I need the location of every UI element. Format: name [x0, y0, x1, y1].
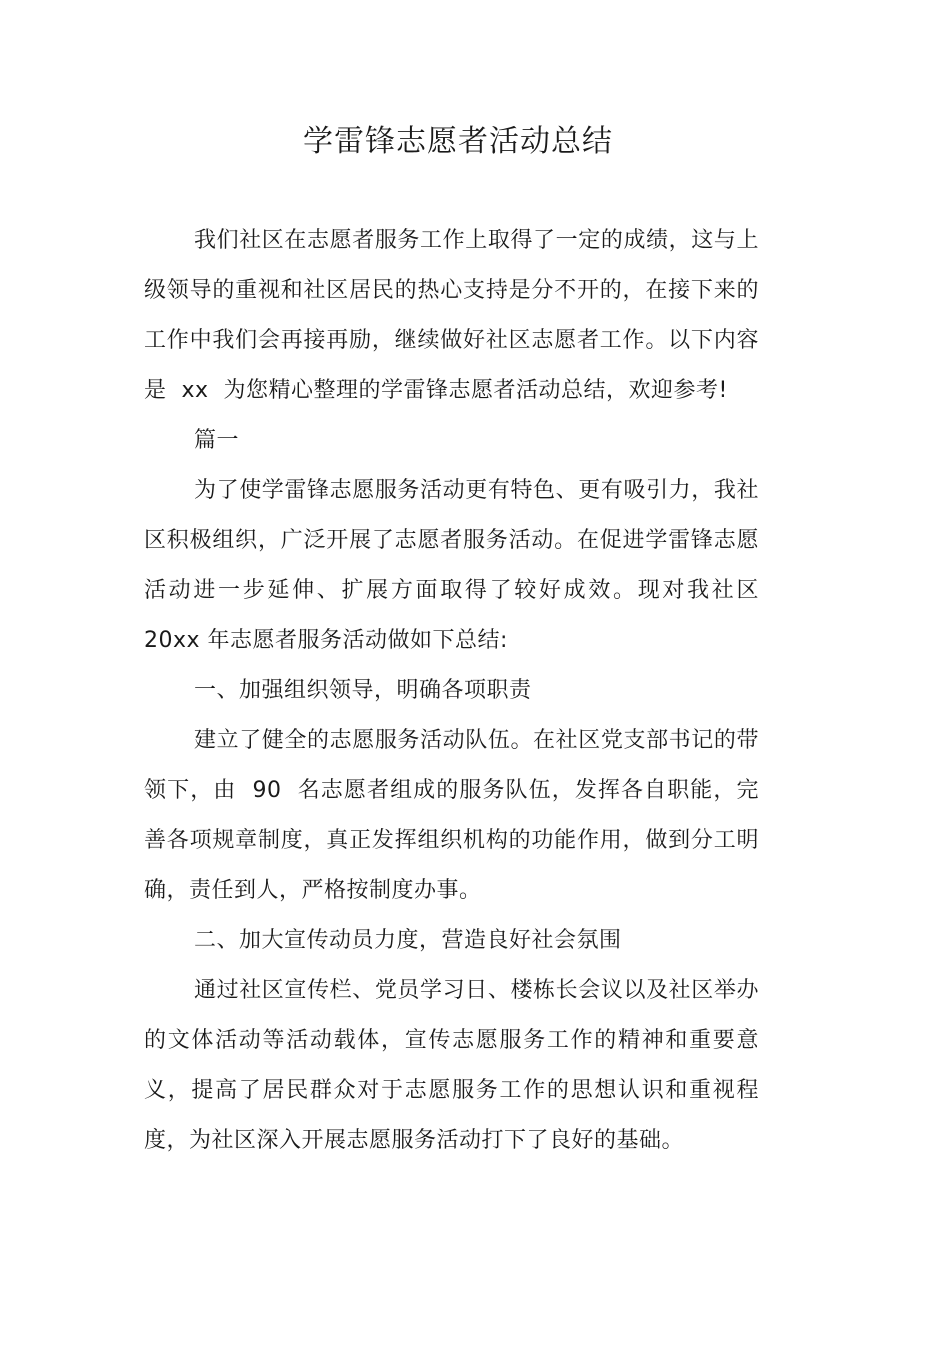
heading-one: 一、加强组织领导，明确各项职责 — [194, 678, 532, 703]
overview-paragraph: 为了使学雷锋志愿服务活动更有特色、更有吸引力，我社区积极组织，广泛开展了志愿者服务活动。在促进学雷锋志愿活动进一步延伸、扩展方面取得了较好成效。现对我社区 20xx 年志愿者服务活动做如下总结: — [144, 478, 767, 653]
intro-paragraph: 我们社区在志愿者服务工作上取得了一定的成绩，这与上级领导的重视和社区居民的热心支持是分不开的，在接下来的工作中我们会再接再励，继续做好社区志愿者工作。以下内容是 xx 为您精心整理的学雷锋志愿者活动总结，欢迎参考! — [144, 228, 759, 403]
section-label: 篇一 — [194, 428, 240, 453]
document-title: 学雷锋志愿者活动总结 — [303, 124, 613, 159]
heading-two: 二、加大宣传动员力度，营造良好社会氛围 — [194, 928, 622, 953]
organization-paragraph: 建立了健全的志愿服务活动队伍。在社区党支部书记的带领下，由 90 名志愿者组成的服务队伍，发挥各自职能，完善各项规章制度，真正发挥组织机构的功能作用，做到分工明确，责任到人，严格按制度办事。 — [144, 728, 759, 903]
document-body — [144, 216, 767, 1166]
publicity-paragraph: 通过社区宣传栏、党员学习日、楼栋长会议以及社区举办的文体活动等活动载体，宣传志愿服务工作的精神和重要意义，提高了居民群众对于志愿服务工作的思想认识和重视程度，为社区深入开展志愿服务活动打下了良好的基础。 — [144, 978, 759, 1153]
